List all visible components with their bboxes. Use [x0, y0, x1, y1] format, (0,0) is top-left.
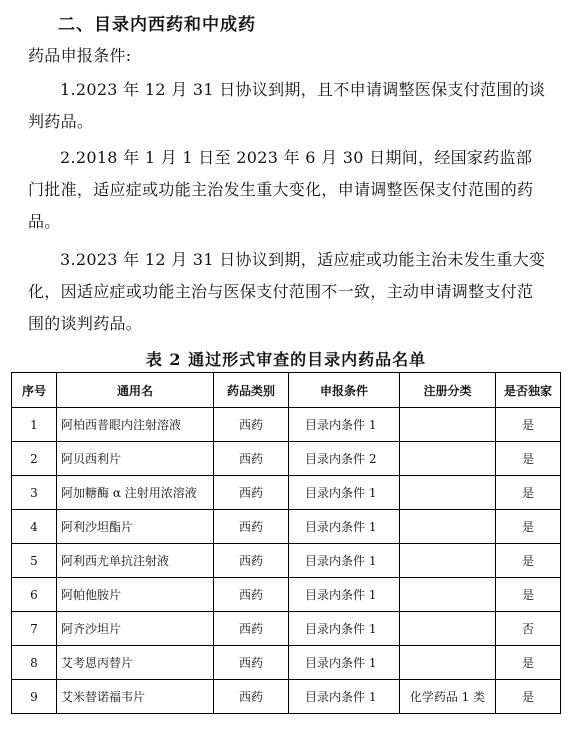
row-drug-category: 西药 — [214, 408, 289, 442]
row-drug-category: 西药 — [214, 544, 289, 578]
table-row — [12, 476, 561, 510]
row-generic-name: 阿利西尤单抗注射液 — [57, 544, 214, 578]
row-index: 4 — [12, 510, 57, 544]
row-generic-name: 阿贝西利片 — [57, 442, 214, 476]
row-registration-class — [400, 476, 496, 510]
row-exclusive: 否 — [496, 612, 561, 646]
row-registration-class — [400, 646, 496, 680]
condition-1-paragraph: 1.2023 年 12 月 31 日协议到期，且不申请调整医保支付范围的谈判药品。 — [28, 80, 546, 131]
row-index: 8 — [12, 646, 57, 680]
row-registration-class — [400, 612, 496, 646]
row-index: 1 — [12, 408, 57, 442]
row-condition: 目录内条件 1 — [289, 680, 400, 714]
row-index: 7 — [12, 612, 57, 646]
header-registration-class: 注册分类 — [400, 373, 496, 408]
table-row — [12, 510, 561, 544]
row-drug-category: 西药 — [214, 646, 289, 680]
table-row — [12, 442, 561, 476]
row-registration-class: 化学药品 1 类 — [400, 680, 496, 714]
row-exclusive: 是 — [496, 510, 561, 544]
table-row — [12, 578, 561, 612]
condition-3-paragraph: 3.2023 年 12 月 31 日协议到期，适应症或功能主治未发生重大变化，因适应症或功能主治与医保支付范围不一致，主动申请调整支付范围的谈判药品。 — [28, 250, 546, 333]
row-exclusive: 是 — [496, 578, 561, 612]
row-exclusive: 是 — [496, 476, 561, 510]
table-row — [12, 544, 561, 578]
condition-2-paragraph: 2.2018 年 1 月 1 日至 2023 年 6 月 30 日期间，经国家药监部门批准，适应症或功能主治发生重大变化，申请调整医保支付范围的药品。 — [28, 148, 534, 231]
row-registration-class — [400, 578, 496, 612]
row-drug-category: 西药 — [214, 578, 289, 612]
row-drug-category: 西药 — [214, 442, 289, 476]
row-registration-class — [400, 442, 496, 476]
row-generic-name: 阿帕他胺片 — [57, 578, 214, 612]
header-generic-name: 通用名 — [57, 373, 214, 408]
header-index: 序号 — [12, 373, 57, 408]
row-drug-category: 西药 — [214, 476, 289, 510]
table-row — [12, 408, 561, 442]
row-index: 3 — [12, 476, 57, 510]
row-index: 6 — [12, 578, 57, 612]
section-title: 二、目录内西药和中成药 — [58, 15, 256, 35]
header-drug-category: 药品类别 — [214, 373, 289, 408]
row-drug-category: 西药 — [214, 510, 289, 544]
row-drug-category: 西药 — [214, 680, 289, 714]
table-row — [12, 680, 561, 714]
row-condition: 目录内条件 1 — [289, 612, 400, 646]
table-header-row — [12, 373, 561, 408]
row-generic-name: 艾考恩丙替片 — [57, 646, 214, 680]
drug-list-table — [11, 372, 561, 714]
row-drug-category: 西药 — [214, 612, 289, 646]
row-condition: 目录内条件 2 — [289, 442, 400, 476]
row-condition: 目录内条件 1 — [289, 408, 400, 442]
row-exclusive: 是 — [496, 646, 561, 680]
row-exclusive: 是 — [496, 680, 561, 714]
row-exclusive: 是 — [496, 442, 561, 476]
row-condition: 目录内条件 1 — [289, 578, 400, 612]
row-condition: 目录内条件 1 — [289, 510, 400, 544]
row-index: 5 — [12, 544, 57, 578]
conditions-heading: 药品申报条件: — [28, 46, 132, 65]
row-exclusive: 是 — [496, 408, 561, 442]
row-generic-name: 阿加糖酶 α 注射用浓溶液 — [57, 476, 214, 510]
row-generic-name: 艾米替诺福韦片 — [57, 680, 214, 714]
table-row — [12, 612, 561, 646]
row-condition: 目录内条件 1 — [289, 544, 400, 578]
header-condition: 申报条件 — [289, 373, 400, 408]
row-registration-class — [400, 544, 496, 578]
row-generic-name: 阿齐沙坦片 — [57, 612, 214, 646]
row-generic-name: 阿柏西普眼内注射溶液 — [57, 408, 214, 442]
row-generic-name: 阿利沙坦酯片 — [57, 510, 214, 544]
row-registration-class — [400, 510, 496, 544]
row-registration-class — [400, 408, 496, 442]
row-condition: 目录内条件 1 — [289, 646, 400, 680]
table-row — [12, 646, 561, 680]
row-index: 9 — [12, 680, 57, 714]
row-condition: 目录内条件 1 — [289, 476, 400, 510]
row-exclusive: 是 — [496, 544, 561, 578]
table-title: 表 2 通过形式审查的目录内药品名单 — [145, 350, 427, 369]
header-exclusive: 是否独家 — [496, 373, 561, 408]
row-index: 2 — [12, 442, 57, 476]
